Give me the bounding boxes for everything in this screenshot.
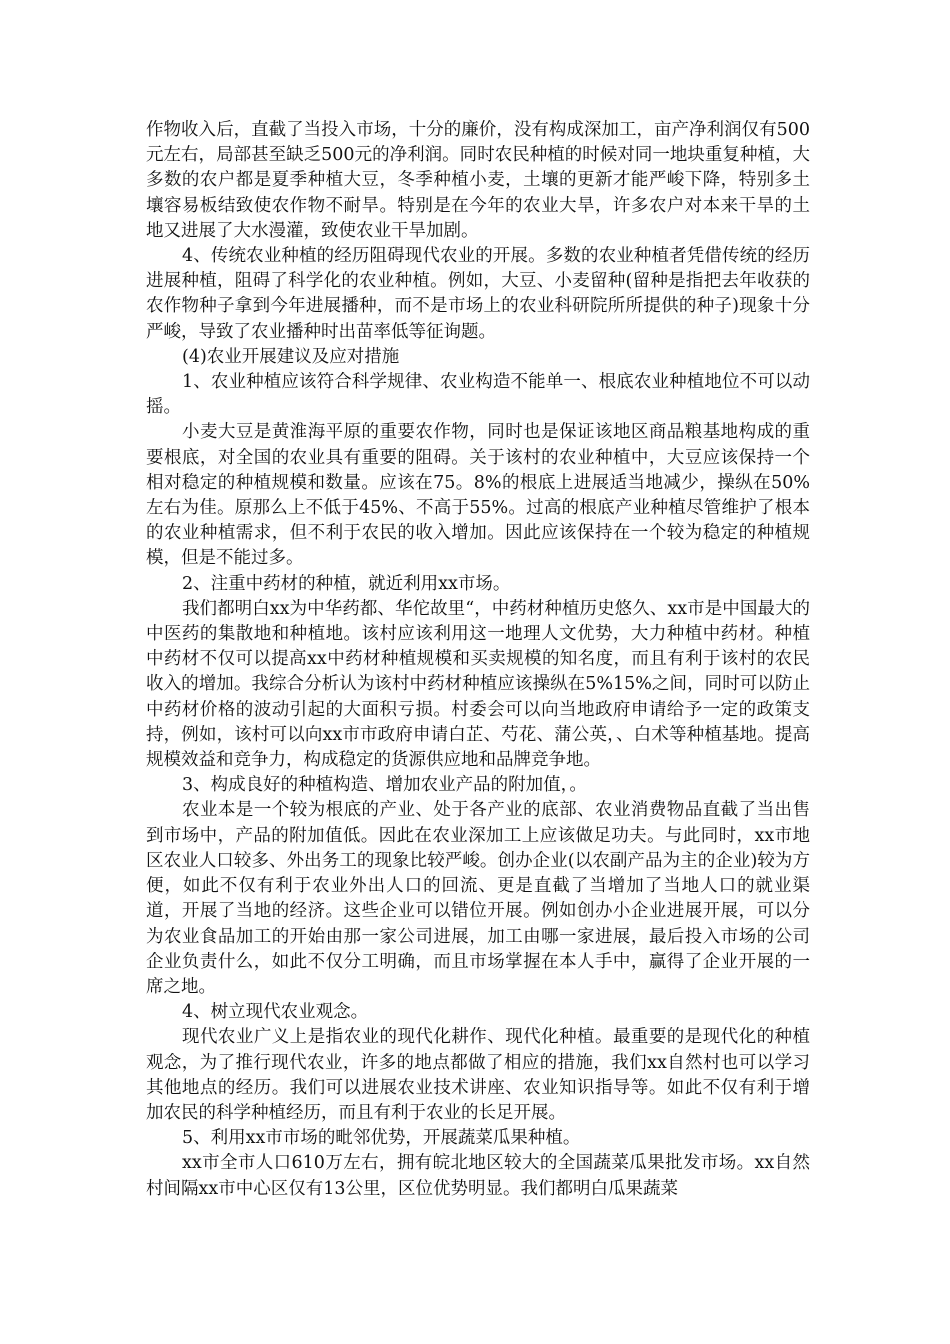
paragraph-suggestion-5: 5、利用xx市市场的毗邻优势，开展蔬菜瓜果种植。 [182, 1128, 581, 1149]
section-heading-suggestions: (4)农业开展建议及应对措施 [182, 346, 400, 367]
document-page [146, 118, 810, 1202]
paragraph-point-4-traditional-experience: 4、传统农业种植的经历阻碍现代农业的开展。多数的农业种植者凭借传统的经历进展种植，阻碍了科学化的农业种植。例如，大豆、小麦留种(留种是指把去年收获的农作物种子拿到今年进展播种，而不是市场上的农业科研院所所提供的种子)现象十分严峻，导致了农业播种时出苗率低等征询题。 [146, 246, 810, 342]
paragraph-wheat-soybean: 小麦大豆是黄淮海平原的重要农作物，同时也是保证该地区商品粮基地构成的重要根底，对全国的农业具有重要的阻碍。关于该村的农业种植中，大豆应该保持一个相对稳定的种植规模和数量。应该在75。8%的根底上进展适当地减少，操纵在50%左右为佳。原那么上不低于45%、不高于55%。过高的根底产业种植尽管维护了根本的农业种植需求，但不利于农民的收入增加。因此应该保持在一个较为稳定的种植规模，但是不能过多。 [146, 422, 810, 569]
paragraph-suggestion-2: 2、注重中药材的种植，就近利用xx市场。 [182, 573, 511, 594]
paragraph-value-added: 农业本是一个较为根底的产业、处于各产业的底部、农业消费物品直截了当出售到市场中，产品的附加值低。因此在农业深加工上应该做足功夫。与此同时，xx市地区农业人口较多、外出务工的现象比较严峻。创办企业(以农副产品为主的企业)较为方便，如此不仅有利于农业外出人口的回流、更是直截了当增加了当地人口的就业渠道，开展了当地的经济。这些企业可以错位开展。例如创办小企业进展开展，可以分为农业食品加工的开始由那一家公司进展，加工由哪一家进展，最后投入市场的公司企业负责什么，如此不仅分工明确，而且市场掌握在本人手中，赢得了企业开展的一席之地。 [146, 800, 810, 997]
paragraph-suggestion-4: 4、树立现代农业观念。 [182, 1002, 369, 1023]
paragraph-suggestion-3: 3、构成良好的种植构造、增加农业产品的附加值，。 [182, 775, 587, 796]
paragraph-continuation: 作物收入后，直截了当投入市场，十分的廉价，没有构成深加工，亩产净利润仅有500元左右，局部甚至缺乏500元的净利润。同时农民种植的时候对同一地块重复种植，大多数的农户都是夏季种植大豆，冬季种植小麦，土壤的更新才能严峻下降，特别多土壤容易板结致使农作物不耐旱。特别是在今年的农业大旱，许多农户对本来干旱的土地又进展了大水漫灌，致使农业干旱加剧。 [146, 120, 810, 241]
paragraph-market-advantage: xx市全市人口610万左右，拥有皖北地区较大的全国蔬菜瓜果批发市场。xx自然村间隔xx市中心区仅有13公里，区位优势明显。我们都明白瓜果蔬菜 [146, 1153, 810, 1199]
paragraph-suggestion-1: 1、农业种植应该符合科学规律、农业构造不能单一、根底农业种植地位不可以动摇。 [146, 372, 810, 418]
paragraph-modern-agriculture: 现代农业广义上是指农业的现代化耕作、现代化种植。最重要的是现代化的种植观念，为了推行现代农业，许多的地点都做了相应的措施，我们xx自然村也可以学习其他地点的经历。我们可以进展农业技术讲座、农业知识指导等。如此不仅有利于增加农民的科学种植经历，而且有利于农业的长足开展。 [146, 1027, 810, 1123]
paragraph-herbal-medicine: 我们都明白xx为中华药都、华佗故里“，中药材种植历史悠久、xx市是中国最大的中医药的集散地和种植地。该村应该利用这一地理人文优势，大力种植中药材。种植中药材不仅可以提高xx中药材种植规模和买卖规模的知名度，而且有利于该村的农民收入的增加。我综合分析认为该村中药材种植应该操纵在5%15%之间，同时可以防止中药材价格的波动引起的大面积亏损。村委会可以向当地政府申请给予一定的政策支持，例如，该村可以向xx市市政府申请白芷、芍花、蒲公英，、白术等种植基地。提高规模效益和竞争力，构成稳定的货源供应地和品牌竞争地。 [146, 598, 810, 771]
